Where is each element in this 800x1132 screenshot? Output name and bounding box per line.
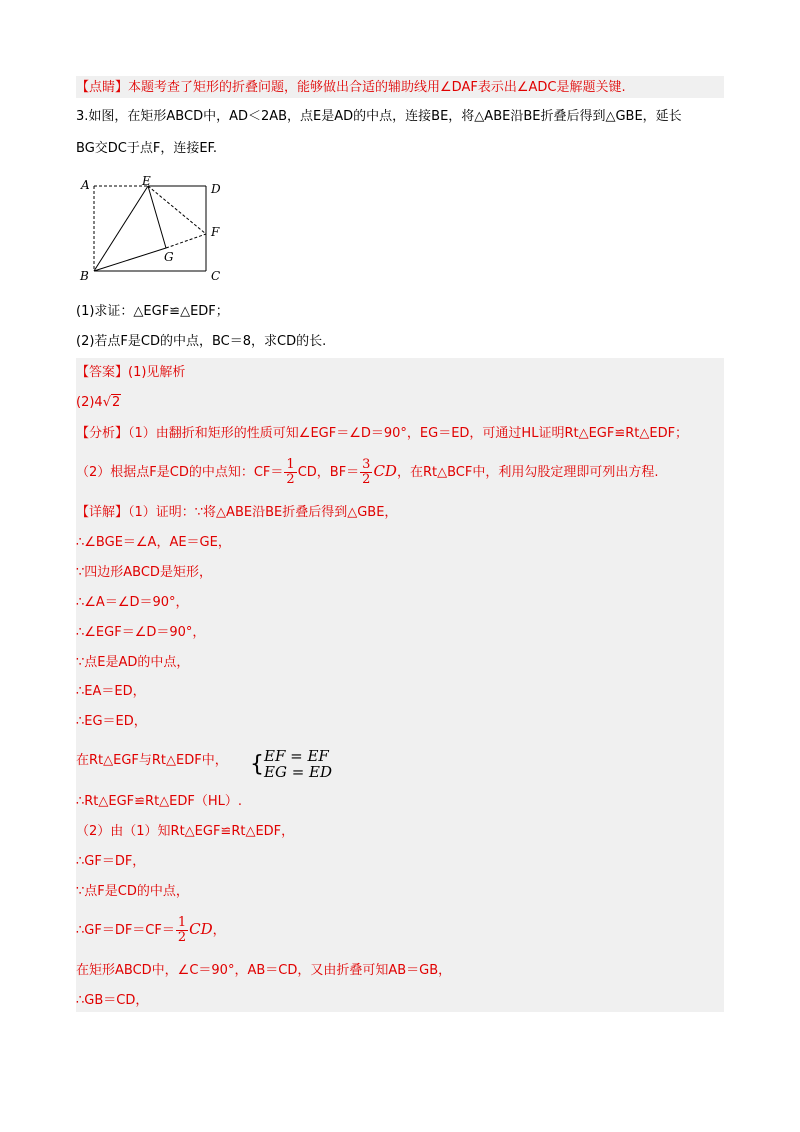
dianjing-tag: 【点睛】 — [76, 80, 129, 95]
label-f: F — [211, 225, 220, 239]
detail-line-8: ∴EG＝ED， — [76, 714, 147, 729]
segment-eg — [148, 186, 166, 248]
detail-tag: 【详解】 — [76, 505, 129, 520]
question-line-2: BG交DC于点F，连接EF. — [76, 141, 218, 156]
answer-radicand: 2 — [111, 395, 121, 410]
detail-line-11: （2）由（1）知Rt△EGF≌Rt△EDF， — [76, 824, 295, 839]
analysis-line-2 — [76, 454, 658, 490]
system-brace: { — [250, 752, 264, 777]
analysis-cd: CD — [373, 462, 397, 480]
fraction-one-half-b: $\frac{1}{2}$ — [177, 915, 187, 945]
segment-be — [94, 186, 148, 271]
question-line-1: 3.如图，在矩形ABCD中，AD＜2AB，点E是AD的中点，连接BE，将△ABE沿BE折叠后得到△GBE，延长 — [76, 109, 682, 124]
analysis-line-1 — [76, 426, 688, 442]
answer-part-1: (1)见解析 — [128, 365, 186, 380]
analysis-text-1: （1）由翻折和矩形的性质可知∠EGF＝∠D＝90°，EG＝ED，可通过HL证明Rt△EGF≌Rt△EDF； — [128, 426, 689, 441]
detail-line-12: ∴GF＝DF， — [76, 854, 146, 869]
sqrt-symbol: √ — [102, 395, 111, 410]
answer-part-2-prefix: (2)4 — [76, 395, 103, 410]
detail-line-10: ∴Rt△EGF≌Rt△EDF（HL）. — [76, 794, 243, 809]
answer-line-1 — [76, 365, 185, 381]
fraction-three-halves: $\frac{3}{2}$ — [362, 457, 371, 487]
detail-line-16: ∴GB＝CD， — [76, 993, 149, 1008]
analysis-text-2d: ，在Rt△BCF中，利用勾股定理即可列出方程. — [396, 465, 659, 480]
detail-line-14 — [76, 912, 226, 948]
detail-line-6: ∵点E是AD的中点， — [76, 655, 190, 670]
detail-text-14a: ∴GF＝DF＝CF＝ — [76, 923, 175, 938]
label-b: B — [80, 269, 89, 283]
detail-line-4: ∴∠A＝∠D＝90°， — [76, 595, 189, 610]
label-e: E — [142, 176, 151, 188]
detail-line-2: ∴∠BGE＝∠A，AE＝GE， — [76, 535, 231, 550]
dianjing-text: 本题考查了矩形的折叠问题，能够做出合适的辅助线用∠DAF表示出∠ADC是解题关键. — [128, 80, 626, 95]
fraction-one-half-a: $\frac{1}{2}$ — [286, 457, 295, 487]
detail-line-3: ∵四边形ABCD是矩形， — [76, 565, 212, 580]
answer-line-2 — [76, 395, 121, 411]
detail-line-5: ∴∠EGF＝∠D＝90°， — [76, 625, 206, 640]
detail-text-14c: ， — [212, 923, 226, 938]
label-a: A — [81, 178, 90, 192]
detail-line-15: 在矩形ABCD中，∠C＝90°，AB＝CD，又由折叠可知AB＝GB， — [76, 963, 452, 978]
question-part-2: (2)若点F是CD的中点，BC＝8，求CD的长. — [76, 334, 327, 349]
detail-line-7: ∴EA＝ED， — [76, 684, 146, 699]
segment-bg — [94, 248, 166, 271]
system-row-2: EG = ED — [264, 763, 333, 781]
segment-gf — [166, 234, 206, 248]
detail-line-1 — [76, 505, 397, 521]
geometry-figure — [78, 176, 248, 286]
answer-tag: 【答案】 — [76, 365, 129, 380]
detail-line-13: ∵点F是CD的中点， — [76, 884, 189, 899]
detail-cd: CD — [189, 920, 213, 938]
detail-text-1: （1）证明：∵将△ABE沿BE折叠后得到△GBE， — [128, 505, 398, 520]
detail-line-9: 在Rt△EGF与Rt△EDF中， — [76, 753, 228, 768]
dianjing-line — [76, 80, 626, 96]
analysis-text-2a: （2）根据点F是CD的中点知：CF＝ — [76, 465, 284, 480]
analysis-text-2b: CD，BF＝ — [297, 465, 360, 480]
label-d: D — [211, 182, 221, 196]
question-part-1: (1)求证：△EGF≌△EDF； — [76, 304, 229, 319]
system-row-1: EF = EF — [264, 747, 329, 765]
label-c: C — [211, 269, 221, 283]
label-g: G — [164, 250, 174, 264]
analysis-tag: 【分析】 — [76, 426, 129, 441]
segment-ef — [148, 186, 206, 234]
